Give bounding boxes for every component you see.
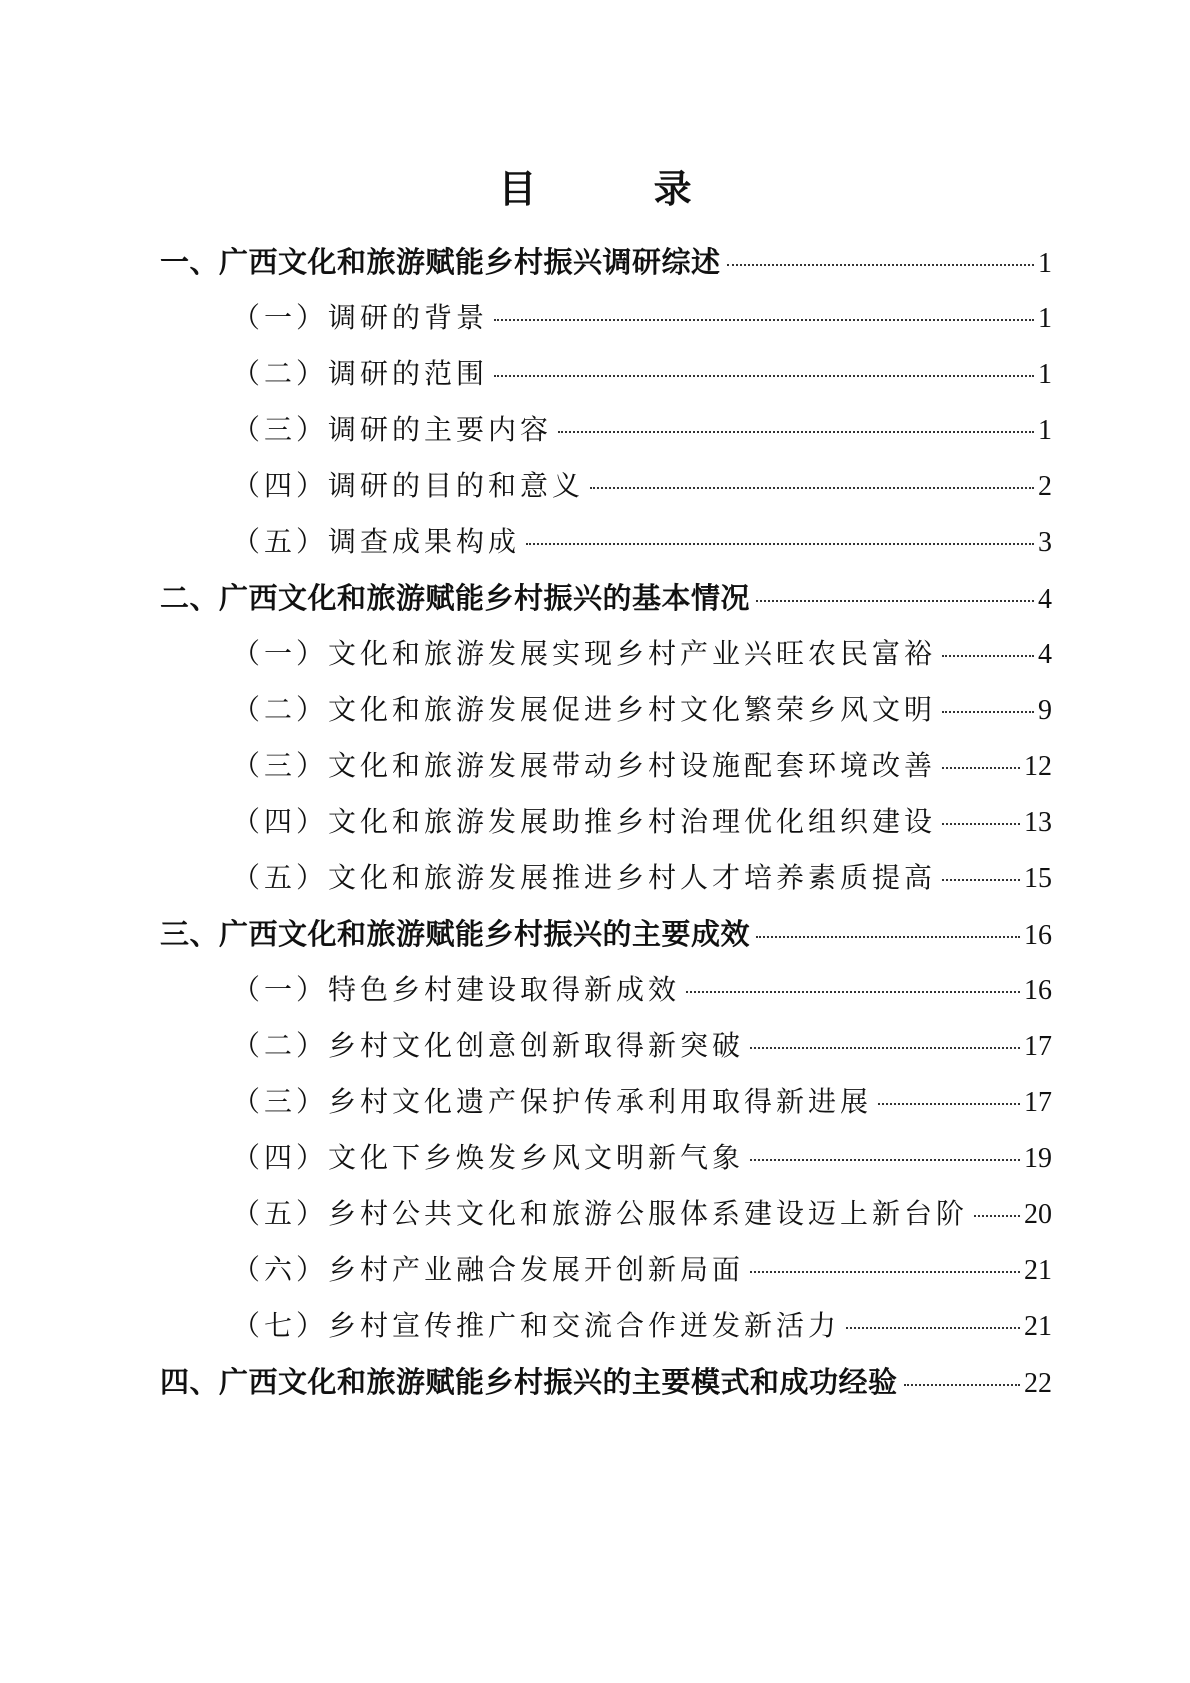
toc-entry-title: （五）调查成果构成 (232, 525, 521, 558)
toc-entry-title: （五）文化和旅游发展推进乡村人才培养素质提高 (232, 861, 937, 894)
toc-entry-section-3[interactable] (160, 912, 1052, 956)
toc-dot-leader (756, 600, 1034, 602)
toc-dot-leader (878, 1103, 1020, 1105)
toc-title: 目 录 (498, 167, 744, 211)
toc-dot-leader (942, 823, 1020, 825)
toc-page-number: 4 (1038, 584, 1052, 615)
toc-entry-title: （一）文化和旅游发展实现乡村产业兴旺农民富裕 (232, 637, 937, 670)
toc-page-number: 1 (1038, 303, 1052, 334)
toc-dot-leader (494, 319, 1034, 321)
toc-entry-section-2-3[interactable] (232, 744, 1052, 788)
toc-dot-leader (942, 879, 1020, 881)
toc-page-number: 4 (1038, 639, 1052, 670)
toc-page-number: 15 (1024, 863, 1052, 894)
toc-dot-leader (942, 711, 1034, 713)
toc-entry-section-2-1[interactable] (232, 632, 1052, 676)
toc-page-number: 16 (1024, 975, 1052, 1006)
toc-entry-section-2-4[interactable] (232, 800, 1052, 844)
toc-page-number: 3 (1038, 527, 1052, 558)
toc-dot-leader (494, 375, 1034, 377)
toc-entry-title: 三、广西文化和旅游赋能乡村振兴的主要成效 (160, 917, 751, 951)
toc-entry-section-1-1[interactable] (232, 296, 1052, 340)
toc-dot-leader (750, 1271, 1020, 1273)
toc-page-number: 1 (1038, 248, 1052, 279)
toc-entry-section-3-7[interactable] (232, 1304, 1052, 1348)
toc-page-number: 1 (1038, 415, 1052, 446)
toc-entry-title: （六）乡村产业融合发展开创新局面 (232, 1253, 745, 1286)
toc-page-number: 9 (1038, 695, 1052, 726)
toc-dot-leader (727, 264, 1034, 266)
toc-entry-section-3-1[interactable] (232, 968, 1052, 1012)
toc-entry-title: 一、广西文化和旅游赋能乡村振兴调研综述 (160, 245, 721, 279)
toc-entry-title: （二）乡村文化创意创新取得新突破 (232, 1029, 745, 1062)
toc-entry-section-3-5[interactable] (232, 1192, 1052, 1236)
toc-entry-title: （三）乡村文化遗产保护传承利用取得新进展 (232, 1085, 873, 1118)
toc-entry-title: （七）乡村宣传推广和交流合作迸发新活力 (232, 1309, 841, 1342)
toc-page-number: 13 (1024, 807, 1052, 838)
toc-entry-section-3-2[interactable] (232, 1024, 1052, 1068)
toc-page-number: 2 (1038, 471, 1052, 502)
toc-page-number: 21 (1024, 1255, 1052, 1286)
toc-entry-title: （三）文化和旅游发展带动乡村设施配套环境改善 (232, 749, 937, 782)
toc-entry-section-1-2[interactable] (232, 352, 1052, 396)
toc-page-number: 12 (1024, 751, 1052, 782)
toc-dot-leader (942, 655, 1034, 657)
toc-entry-section-1-5[interactable] (232, 520, 1052, 564)
toc-dot-leader (756, 936, 1020, 938)
toc-entry-section-3-4[interactable] (232, 1136, 1052, 1180)
toc-entry-section-3-3[interactable] (232, 1080, 1052, 1124)
toc-entry-title: （二）调研的范围 (232, 357, 489, 390)
toc-page-number: 17 (1024, 1087, 1052, 1118)
toc-entry-section-1-4[interactable] (232, 464, 1052, 508)
toc-entry-section-2-5[interactable] (232, 856, 1052, 900)
toc-dot-leader (526, 543, 1034, 545)
toc-entry-title: （二）文化和旅游发展促进乡村文化繁荣乡风文明 (232, 693, 937, 726)
toc-dot-leader (904, 1384, 1020, 1386)
toc-page-number: 19 (1024, 1143, 1052, 1174)
toc-entry-section-4[interactable] (160, 1360, 1052, 1404)
toc-page-number: 22 (1024, 1368, 1052, 1399)
toc-entry-title: （四）文化下乡焕发乡风文明新气象 (232, 1141, 745, 1174)
toc-dot-leader (846, 1327, 1020, 1329)
toc-entry-section-2-2[interactable] (232, 688, 1052, 732)
toc-entry-title: （一）调研的背景 (232, 301, 489, 334)
toc-dot-leader (942, 767, 1020, 769)
toc-entry-title: （三）调研的主要内容 (232, 413, 553, 446)
toc-entry-section-3-6[interactable] (232, 1248, 1052, 1292)
toc-page-number: 20 (1024, 1199, 1052, 1230)
toc-entry-title: 二、广西文化和旅游赋能乡村振兴的基本情况 (160, 581, 751, 615)
toc-entry-title: （一）特色乡村建设取得新成效 (232, 973, 681, 1006)
toc-page-number: 16 (1024, 920, 1052, 951)
toc-dot-leader (590, 487, 1034, 489)
toc-entry-title: （四）文化和旅游发展助推乡村治理优化组织建设 (232, 805, 937, 838)
toc-dot-leader (686, 991, 1020, 993)
toc-entry-section-2[interactable] (160, 576, 1052, 620)
toc-dot-leader (750, 1159, 1020, 1161)
toc-entry-title: （四）调研的目的和意义 (232, 469, 585, 502)
toc-dot-leader (558, 431, 1034, 433)
toc-entry-title: 四、广西文化和旅游赋能乡村振兴的主要模式和成功经验 (160, 1365, 898, 1399)
toc-dot-leader (750, 1047, 1020, 1049)
toc-dot-leader (974, 1215, 1020, 1217)
toc-page-number: 21 (1024, 1311, 1052, 1342)
toc-entry-section-1[interactable] (160, 240, 1052, 284)
toc-entry-title: （五）乡村公共文化和旅游公服体系建设迈上新台阶 (232, 1197, 969, 1230)
toc-page-number: 17 (1024, 1031, 1052, 1062)
toc-page-number: 1 (1038, 359, 1052, 390)
toc-entry-section-1-3[interactable] (232, 408, 1052, 452)
